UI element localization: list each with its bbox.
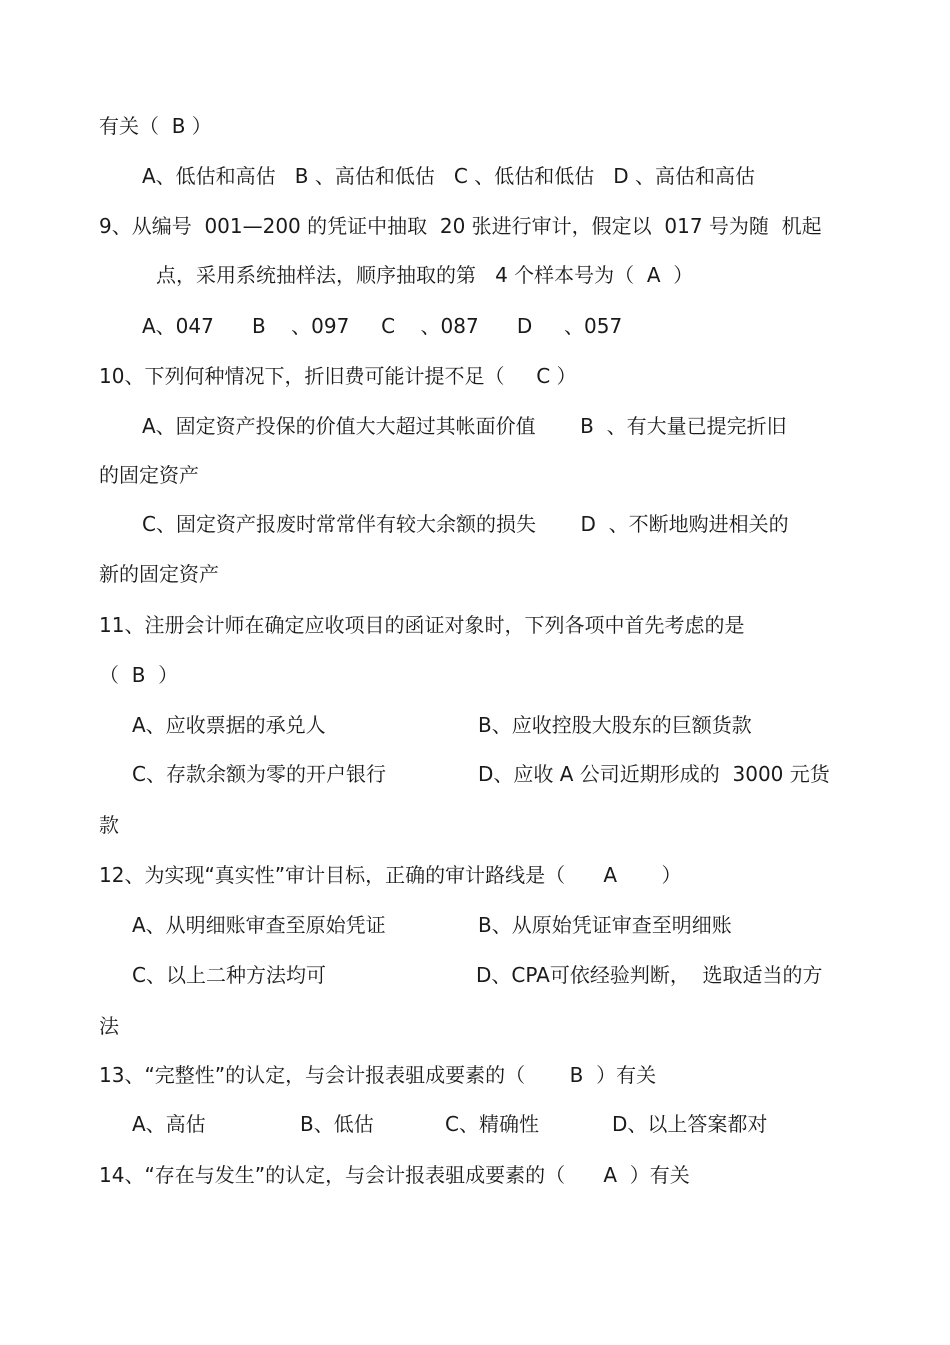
q10-options-ab-cont: 的固定资产	[99, 463, 199, 487]
q11-answer: （ B ）	[99, 663, 179, 687]
q11-option-d-cont: 款	[99, 813, 119, 837]
q11-option-b: B、应收控股大股东的巨额货款	[478, 713, 752, 737]
q11-stem: 11、注册会计师在确定应收项目的函证对象时，下列各项中首先考虑的是	[99, 613, 745, 637]
q10-options-cd: C、固定资产报废时常常伴有较大余额的损失 D 、不断地购进相关的	[142, 512, 789, 536]
q11-option-d: D、应收 A 公司近期形成的 3000 元货	[478, 762, 830, 786]
q12-stem: 12、为实现“真实性”审计目标，正确的审计路线是（ A ）	[99, 863, 682, 887]
q13-stem: 13、“完整性”的认定，与会计报表驵成要素的（ B ）有关	[99, 1063, 657, 1087]
q12-option-b: B、从原始凭证审查至明细账	[478, 913, 732, 937]
q13-option-b: B、低估	[300, 1112, 374, 1136]
q9-stem-cont: 点，采用系统抽样法，顺序抽取的第 4 个样本号为（ A ）	[156, 263, 694, 287]
q12-option-d: D、CPA可依经验判断， 选取适当的方	[476, 963, 823, 987]
q14-stem: 14、“存在与发生”的认定，与会计报表驵成要素的（ A ）有关	[99, 1163, 690, 1187]
q12-option-a: A、从明细账审查至原始凭证	[132, 913, 386, 937]
q12-option-c: C、以上二种方法均可	[132, 963, 326, 987]
q11-option-a: A、应收票据的承兑人	[132, 713, 326, 737]
q13-option-c: C、精确性	[445, 1112, 539, 1136]
q12-option-d-cont: 法	[99, 1014, 119, 1038]
q10-options-ab: A、固定资产投保的价值大大超过其帐面价值 B 、有大量已提完折旧	[142, 414, 787, 438]
q8-options: A、低估和高估 B 、高估和低估 C 、低估和低估 D 、高估和高估	[142, 164, 756, 188]
q9-options: A、047 B 、097 C 、087 D 、057	[142, 314, 623, 338]
q10-stem: 10、下列何种情况下，折旧费可能计提不足（ C ）	[99, 364, 577, 388]
q13-option-a: A、高估	[132, 1112, 206, 1136]
q8-stem-tail: 有关（ B ）	[99, 114, 212, 138]
q11-option-c: C、存款余额为零的开户银行	[132, 762, 386, 786]
q9-stem: 9、从编号 001—200 的凭证中抽取 20 张进行审计，假定以 017 号为随 机起	[99, 214, 822, 238]
q10-options-cd-cont: 新的固定资产	[99, 562, 219, 586]
q13-option-d: D、以上答案都对	[612, 1112, 768, 1136]
